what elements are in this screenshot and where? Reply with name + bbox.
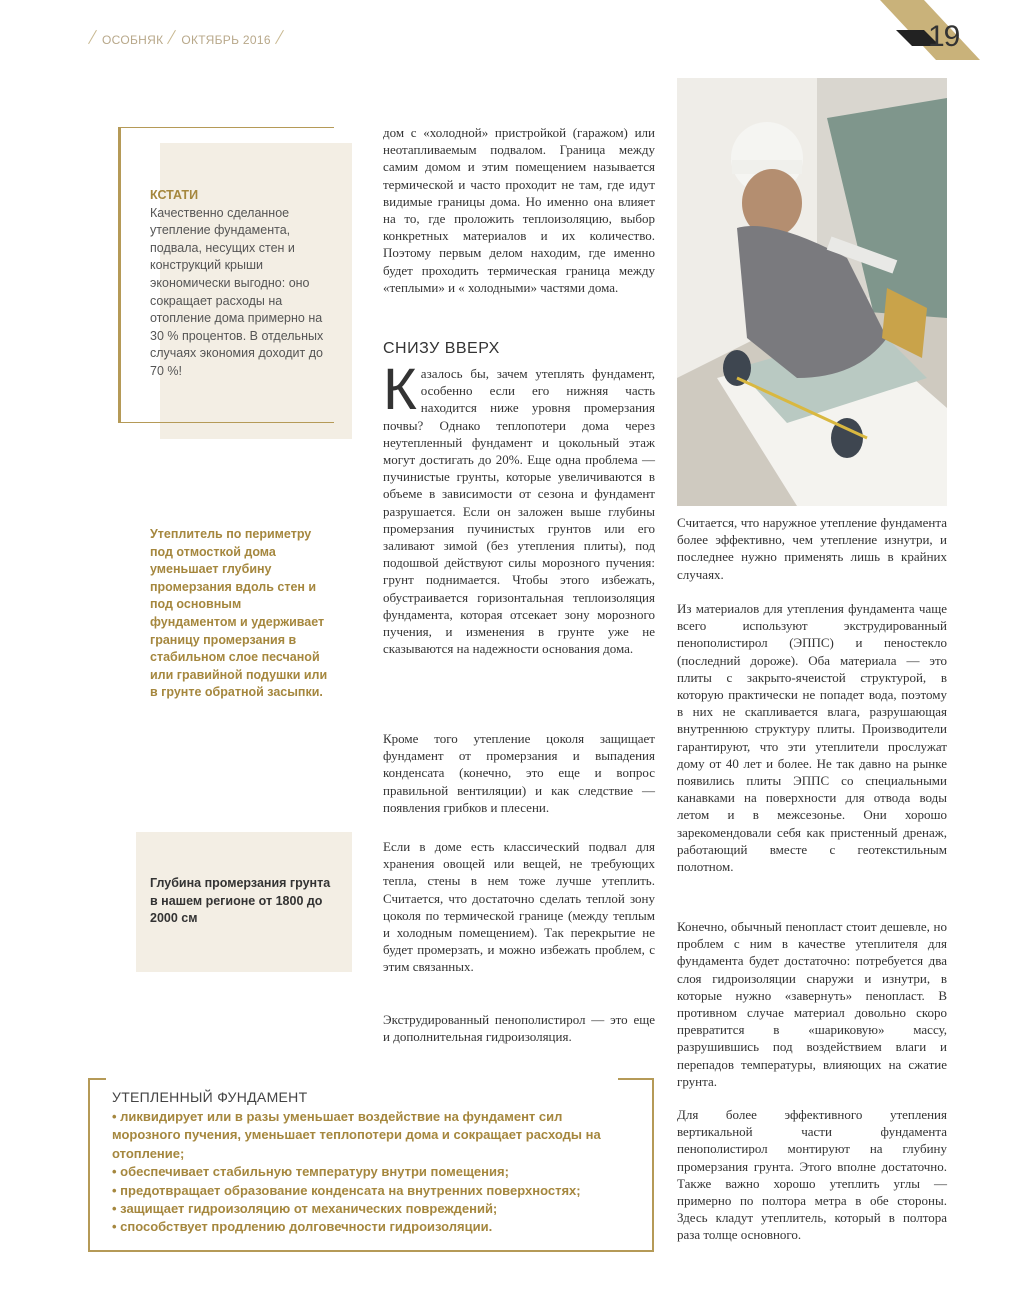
right-paragraph-1: Считается, что наружное утепление фундамента более эффективно, чем утепление изнутри, и последнее нужно применять лишь в крайних случаях. bbox=[677, 515, 947, 582]
worker-photo bbox=[677, 78, 947, 506]
center-paragraph-2 bbox=[383, 357, 655, 657]
summary-box-top-left bbox=[88, 1078, 106, 1080]
center-paragraph-2-text: азалось бы, зачем утеплять фундамент, особенно если его нижняя часть находится ниже уровня промерзания почвы? Однако теплопотери дома через неутепленный фундамент и цокольный этаж могут достигать до 20%. Еще одна проблема — пучинистые грунты, которые увеличиваются в объеме в зависимости от сезона и фундамент разрушается. Если он заложен выше глубины промерзания пучинистых грунтов или его заливают зимой (без утепления плиты), под подошвой действуют силы морозного пучения: грунт поднимается. Чтобы этого избежать, обустраивается горизонтальная теплоизоляция фундамента, которая отсекает зону морозного пучения, и изменения в грунте уже не сказываются на надежности основания дома. bbox=[383, 366, 655, 657]
right-paragraph-4: Для более эффективного утепления вертикальной части фундамента пенополистирол монтируют на глубину промерзания грунта. Этого вполне достаточно. Также важно хорошо утеплить углы — примерно по полтора метра в обе стороны. Здесь кладут утеплитель, который в полтора раза толще основного. bbox=[677, 1107, 947, 1243]
right-paragraph-2: Из материалов для утепления фундамента чаще всего используют экструдированный пенополистирол (ЭППС) и пеностекло (последний дороже). Оба материала — это плиты с закрыто-ячеистой структурой, в которую практически не попадет вода, поэтому в них не скапливается влага, разрушающая внутреннюю структуру плиты. Производители гарантируют, что эти утеплители прослужат дому от 40 лет и более. Не так давно на рынке появились плиты ЭППС со специальными канавками на поверхности для отвода воды летом и в межсезонье. Они хорошо зарекомендовали себя как пристенный дренаж, работающий вместе с геотекстильным полотном. bbox=[677, 601, 947, 875]
summary-item: • защищает гидроизоляцию от механических повреждений; bbox=[112, 1201, 498, 1217]
page-number: 19 bbox=[928, 20, 960, 53]
issue-date: ОКТЯБРЬ 2016 bbox=[181, 33, 271, 47]
sidebar-note: Утеплитель по периметру под отмосткой дома уменьшает глубину промерзания вдоль стен и под основным фундаментом и удерживает границу промерзания в стабильном слое песчаной или гравийной подушки или в грунте обратной засыпки. bbox=[150, 527, 328, 700]
sidebar-box bbox=[150, 187, 335, 381]
running-header bbox=[84, 30, 289, 47]
summary-list bbox=[112, 1108, 632, 1237]
section-heading: СНИЗУ ВВЕРХ bbox=[383, 340, 500, 357]
summary-item: • ликвидирует или в разы уменьшает воздействие на фундамент сил морозного пучения, уменьшает теплопотери дома и сокращает расходы на отопление; bbox=[112, 1109, 601, 1161]
summary-item: • предотвращает образование конденсата на внутренних поверхностях; bbox=[112, 1182, 581, 1198]
center-paragraph-4: Если в доме есть классический подвал для хранения овощей или вещей, не требующих тепла, стены в нем тоже лучше утеплить. Считается, что достаточно сделать теплой зону цоколя по термической границе (между теплым и холодным помещением). Так перекрытие не будет промерзать, и можно избежать проблем, с этим связанных. bbox=[383, 839, 655, 975]
summary-title: УТЕПЛЕННЫЙ ФУНДАМЕНТ bbox=[112, 1089, 308, 1105]
summary-item: • способствует продлению долговечности гидроизоляции. bbox=[112, 1219, 493, 1235]
center-paragraph-1: дом с «холодной» пристройкой (гаражом) или неотапливаемым подвалом. Граница между самим домом и этим помещением называется термической и часто проходит не там, где идут видимые границы дома. Но именно она влияет на то, где проложить теплоизоляцию, выбор конкретных материалов и их количество. Поэтому первым делом находим, где именно будет проходить термическая граница между «теплыми» и « холодными» частями дома. bbox=[383, 125, 655, 295]
summary-box-top-right bbox=[618, 1078, 654, 1080]
summary-item: • обеспечивает стабильную температуру внутри помещения; bbox=[112, 1164, 509, 1180]
sidebar-box-title: КСТАТИ bbox=[150, 188, 199, 202]
drop-cap: К bbox=[383, 357, 417, 422]
right-paragraph-3: Конечно, обычный пенопласт стоит дешевле, но проблем с ним в качестве утеплителя для фундамента будет достаточно: потребуется два слоя гидроизоляции снаружи и изнутри, в которые нужно «завернуть» пенопласт. В противном случае материал довольно скоро превратится в «шариковую» массу, разрушившись под воздействием влаги и перепадов температуры, влияющих на сжатие грунта. bbox=[677, 919, 947, 1089]
center-paragraph-5: Экструдированный пенополистирол — это еще и дополнительная гидроизоляция. bbox=[383, 1012, 655, 1045]
sidebar-fact-text: Глубина промерзания грунта в нашем регионе от 1800 до 2000 см bbox=[150, 876, 331, 926]
center-paragraph-3: Кроме того утепление цоколя защищает фундамент от промерзания и выпадения конденсата (конечно, это еще и вопрос правильной вентиляции) и как следствие — появления грибков и плесени. bbox=[383, 731, 655, 815]
magazine-name: ОСОБНЯК bbox=[102, 33, 164, 47]
sidebar-box-text: Качественно сделанное утепление фундамента, подвала, несущих стен и конструкций крыши экономически выгодно: оно сокращает расходы на отопление дома примерно на 30 % процентов. В отдельных случаях экономия доходит до 70 %! bbox=[150, 205, 324, 378]
